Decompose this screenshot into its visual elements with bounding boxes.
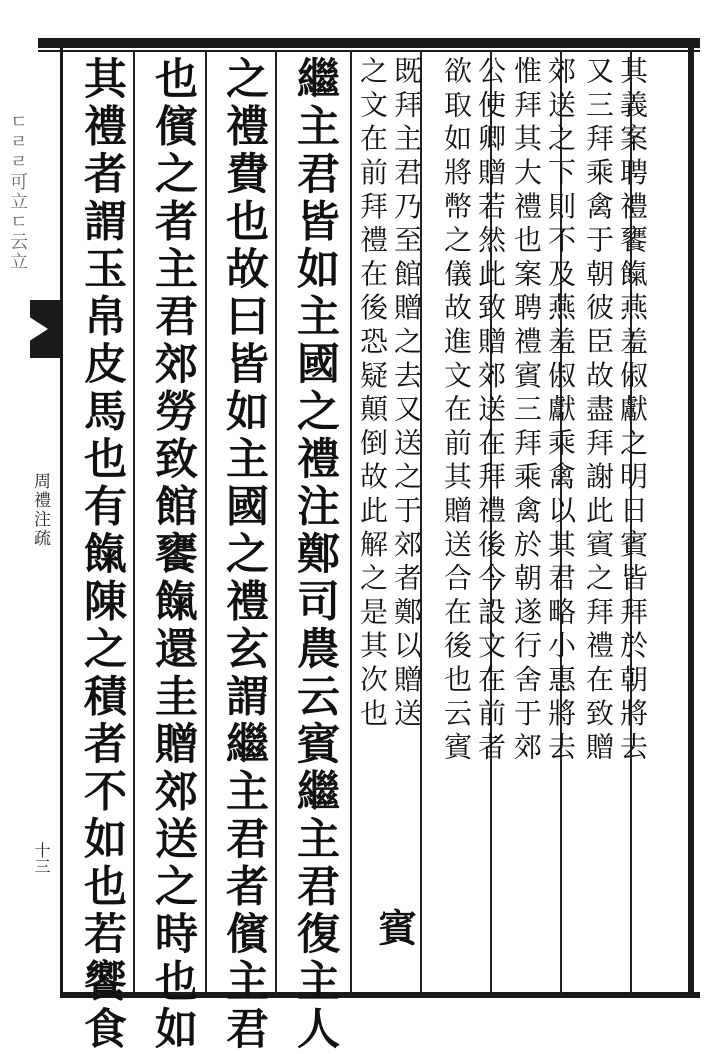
inline-large-character: 賓: [372, 908, 417, 951]
page-number: 十三: [32, 842, 51, 874]
book-title: 周禮注疏: [30, 472, 50, 548]
right-border: [688, 40, 694, 998]
top-border-inner: [38, 50, 700, 52]
column-rule: [133, 50, 135, 995]
commentary-line-b: 之文在前拜禮在後恐疑顛倒故此解之是其次也: [356, 56, 389, 732]
commentary-line-a: 其義案聘禮饔餼燕羞俶獻之明日賓皆拜於朝將去: [616, 56, 649, 766]
commentary-line-b: 惟拜其大禮也案聘禮賓三拜乘禽於朝遂行舍于郊: [510, 56, 543, 766]
main-text-column-7: 也儐之者主君郊勞致館饔餼還圭贈郊送之時也如: [148, 56, 198, 1054]
main-text-column-5: 繼主君皆如主國之禮注鄭司農云賓繼主君復主人: [290, 56, 340, 1054]
commentary-column-2: [512, 56, 580, 766]
main-text-column-6: 之禮費也故曰皆如主國之禮玄謂繼主君者儐主君: [219, 56, 269, 1054]
margin-cut-text: ㄷㄹㄹ可立ㄷ云立: [7, 112, 28, 272]
commentary-column-4: [358, 56, 426, 732]
commentary-line-a: 公使卿贈若然此致贈郊送在拜禮後今設文在前者: [474, 56, 507, 766]
commentary-column-1: [584, 56, 652, 766]
margin-rule: [60, 40, 63, 998]
commentary-line-b: 又三拜乘禽于朝彼臣故盡拜謝此賓之拜禮在致贈: [582, 56, 615, 766]
column-rule: [205, 50, 207, 995]
column-rule: [275, 50, 277, 995]
commentary-line-b: 欲取如將幣之儀故進文在前其贈送合在後也云賓: [440, 56, 473, 766]
commentary-line-a: 既拜主君乃至館贈之去又送之于郊者鄭以贈送: [390, 56, 423, 732]
page-margin: [0, 52, 62, 996]
main-text-column-8: 其禮者謂玉帛皮馬也有餼陳之積者不如也若饗食: [77, 56, 127, 1054]
top-border: [38, 38, 700, 48]
commentary-line-a: 郊送之下則不及燕羞俶獻乘禽以其君略小惠將去: [544, 56, 577, 766]
commentary-column-3: [442, 56, 510, 766]
